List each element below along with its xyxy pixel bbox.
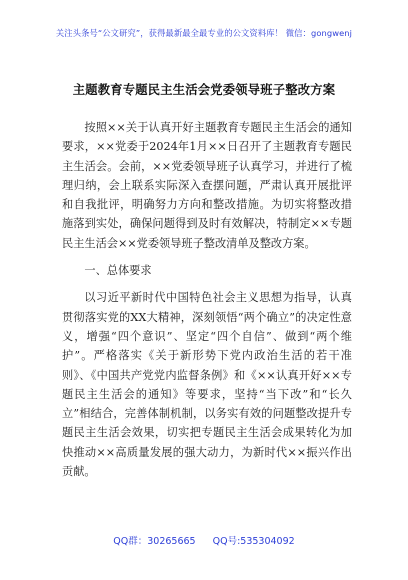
document-body [62, 118, 352, 481]
intro-paragraph: 按照××关于认真开好主题教育专题民主生活会的通知要求，××党委于2024年1月××日召开了主题教育专题民主生活会。会前，××党委领导班子认真学习，并进行了梳理归纳，会上联系实际深入查摆问题，严肃认真开展批评和自我批评，明确努力方向和整改措施。为切实将整改措施落到实处，确保问题得到及时有效解决，特制定××专题民主生活会××党委领导班子整改清单及整改方案。 [62, 121, 352, 250]
footer-qq-group: QQ群：30265665 [113, 536, 196, 547]
footer-contact [0, 533, 408, 547]
section-heading: 一、总体要求 [84, 264, 152, 278]
requirements-paragraph: 以习近平新时代中国特色社会主义思想为指导，认真贯彻落实党的XX大精神，深刻领悟“两个确立”的决定性意义，增强“四个意识”、坚定“四个自信”、做到“两个维护”。严格落实《关于新形势下党内政治生活的若干准则》、《中国共产党党内监督条例》和《××认真开好××专题民主生活会的通知》等要求，坚持“当下改”和“长久立”相结合，完善体制机制，以务实有效的问题整改提升专题民主生活会效果，切实把专题民主生活会成果转化为加快推动××高质量发展的强大动力，为新时代××振兴作出贡献。 [62, 291, 352, 479]
footer-qq-number: QQ号:535304092 [212, 536, 295, 547]
document-title: 主题教育专题民主生活会党委领导班子整改方案 [72, 83, 336, 97]
header-banner: 关注头条号“公文研究”，获得最新最全最专业的公文资料库！ 微信：gongwenj [55, 28, 353, 38]
